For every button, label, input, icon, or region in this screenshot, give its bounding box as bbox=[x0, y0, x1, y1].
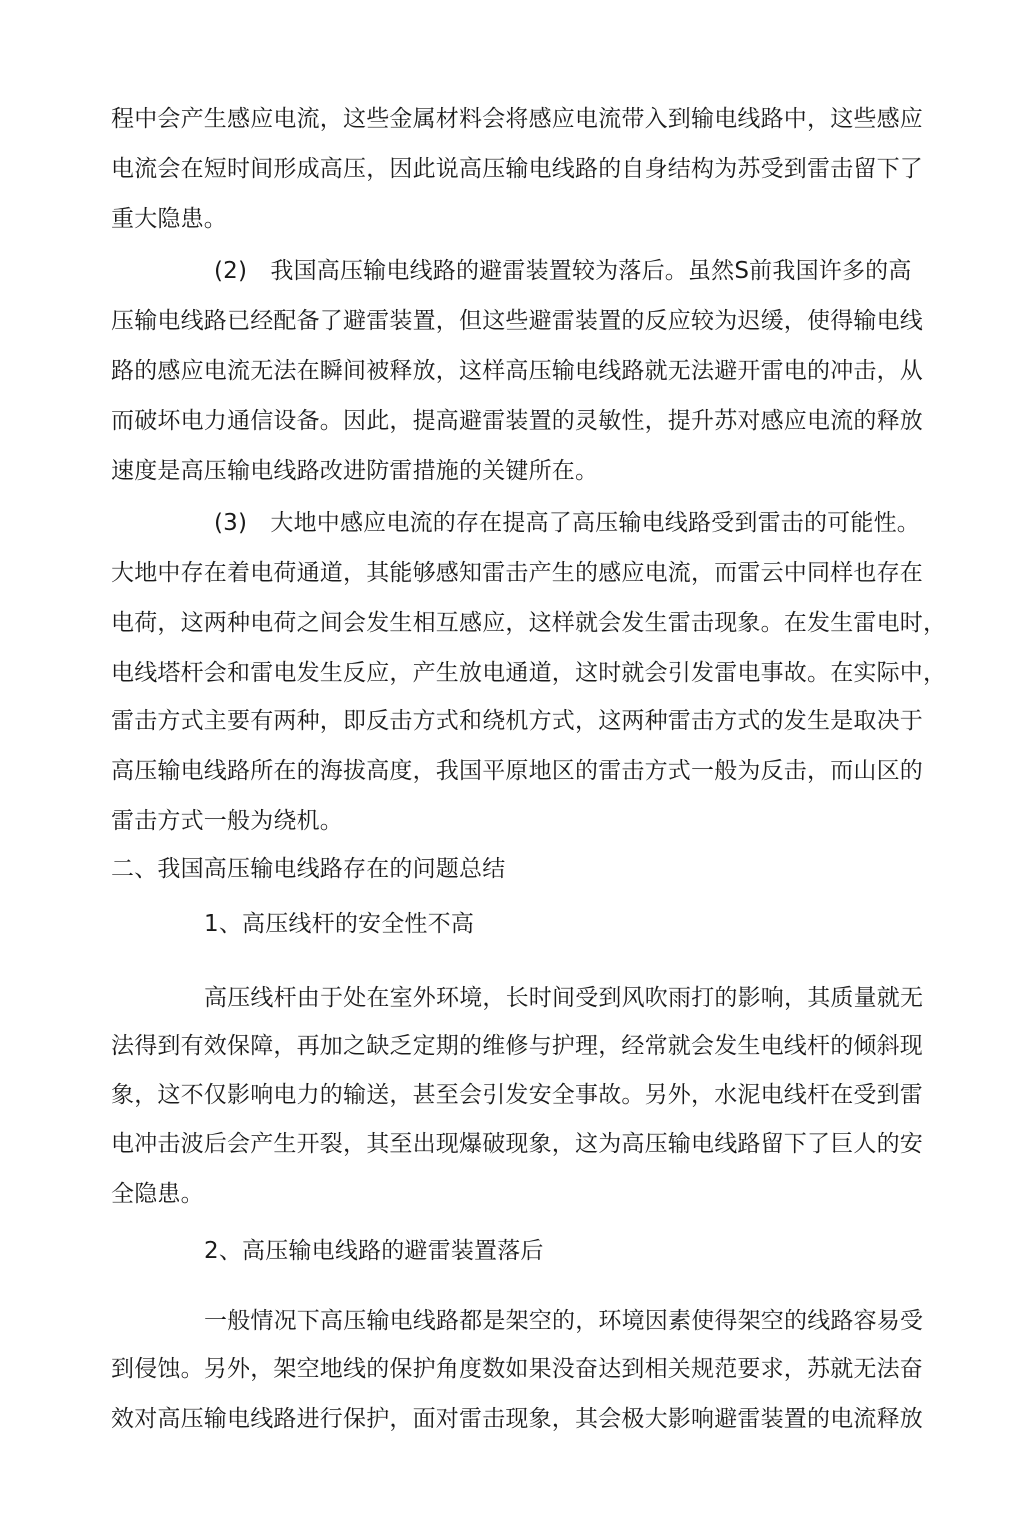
subsection-heading: 2、高压输电线路的避雷装置落后 bbox=[204, 1238, 544, 1264]
list-item-3: (3) 大地中感应电流的存在提高了高压输电线路受到雷击的可能性。 bbox=[214, 510, 920, 536]
text-line: 电荷，这两种电荷之间会发生相互感应，这样就会发生雷击现象。在发生雷电时， bbox=[111, 610, 947, 636]
text-line: 电流会在短时间形成高压，因此说高压输电线路的自身结构为苏受到雷击留下了 bbox=[111, 156, 923, 182]
text-line: 全隐患。 bbox=[111, 1181, 204, 1207]
text-line: 重大隐患。 bbox=[111, 206, 227, 232]
text-line: 压输电线路已经配备了避雷装置，但这些避雷装置的反应较为迟缓，使得输电线 bbox=[111, 308, 923, 334]
text-line: 高压输电线路所在的海拔高度，我国平原地区的雷击方式一般为反击，而山区的 bbox=[111, 758, 923, 784]
text-line: 象，这不仅影响电力的输送，甚至会引发安全事故。另外，水泥电线杆在受到雷 bbox=[111, 1082, 923, 1108]
text-line: 电线塔杆会和雷电发生反应，产生放电通道，这时就会引发雷电事故。在实际中， bbox=[111, 660, 947, 686]
text-line: 雷击方式一般为绕机。 bbox=[111, 808, 343, 834]
text-line: 程中会产生感应电流，这些金属材料会将感应电流带入到输电线路中，这些感应 bbox=[111, 106, 923, 132]
subsection-heading: 1、高压线杆的安全性不高 bbox=[204, 911, 475, 937]
text-line: 而破坏电力通信设备。因此，提高避雷装置的灵敏性，提升苏对感应电流的释放 bbox=[111, 408, 923, 434]
text-line: 路的感应电流无法在瞬间被释放，这样高压输电线路就无法避开雷电的冲击，从 bbox=[111, 358, 923, 384]
text-line: 电冲击波后会产生开裂，其至出现爆破现象，这为高压输电线路留下了巨人的安 bbox=[111, 1131, 923, 1157]
text-line: 高压线杆由于处在室外环境，长时间受到风吹雨打的影响，其质量就无 bbox=[204, 985, 924, 1011]
text-line: 到侵蚀。另外，架空地线的保护角度数如果没奋达到相关规范要求，苏就无法奋 bbox=[111, 1356, 923, 1382]
text-line: 效对高压输电线路进行保护，面对雷击现象，其会极大影响避雷装置的电流释放 bbox=[111, 1406, 923, 1432]
text-line: 雷击方式主要有两种，即反击方式和绕机方式，这两种雷击方式的发生是取决于 bbox=[111, 708, 923, 734]
text-line: 一般情况下高压输电线路都是架空的，环境因素使得架空的线路容易受 bbox=[204, 1308, 924, 1334]
section-heading: 二、我国高压输电线路存在的问题总结 bbox=[111, 856, 506, 882]
text-line: 速度是高压输电线路改进防雷措施的关键所在。 bbox=[111, 458, 599, 484]
text-line: 法得到有效保障，再加之缺乏定期的维修与护理，经常就会发生电线杆的倾斜现 bbox=[111, 1033, 923, 1059]
list-item-2: (2) 我国高压输电线路的避雷装置较为落后。虽然S前我国许多的高 bbox=[214, 258, 912, 284]
text-line: 大地中存在着电荷通道，其能够感知雷击产生的感应电流，而雷云中同样也存在 bbox=[111, 560, 923, 586]
